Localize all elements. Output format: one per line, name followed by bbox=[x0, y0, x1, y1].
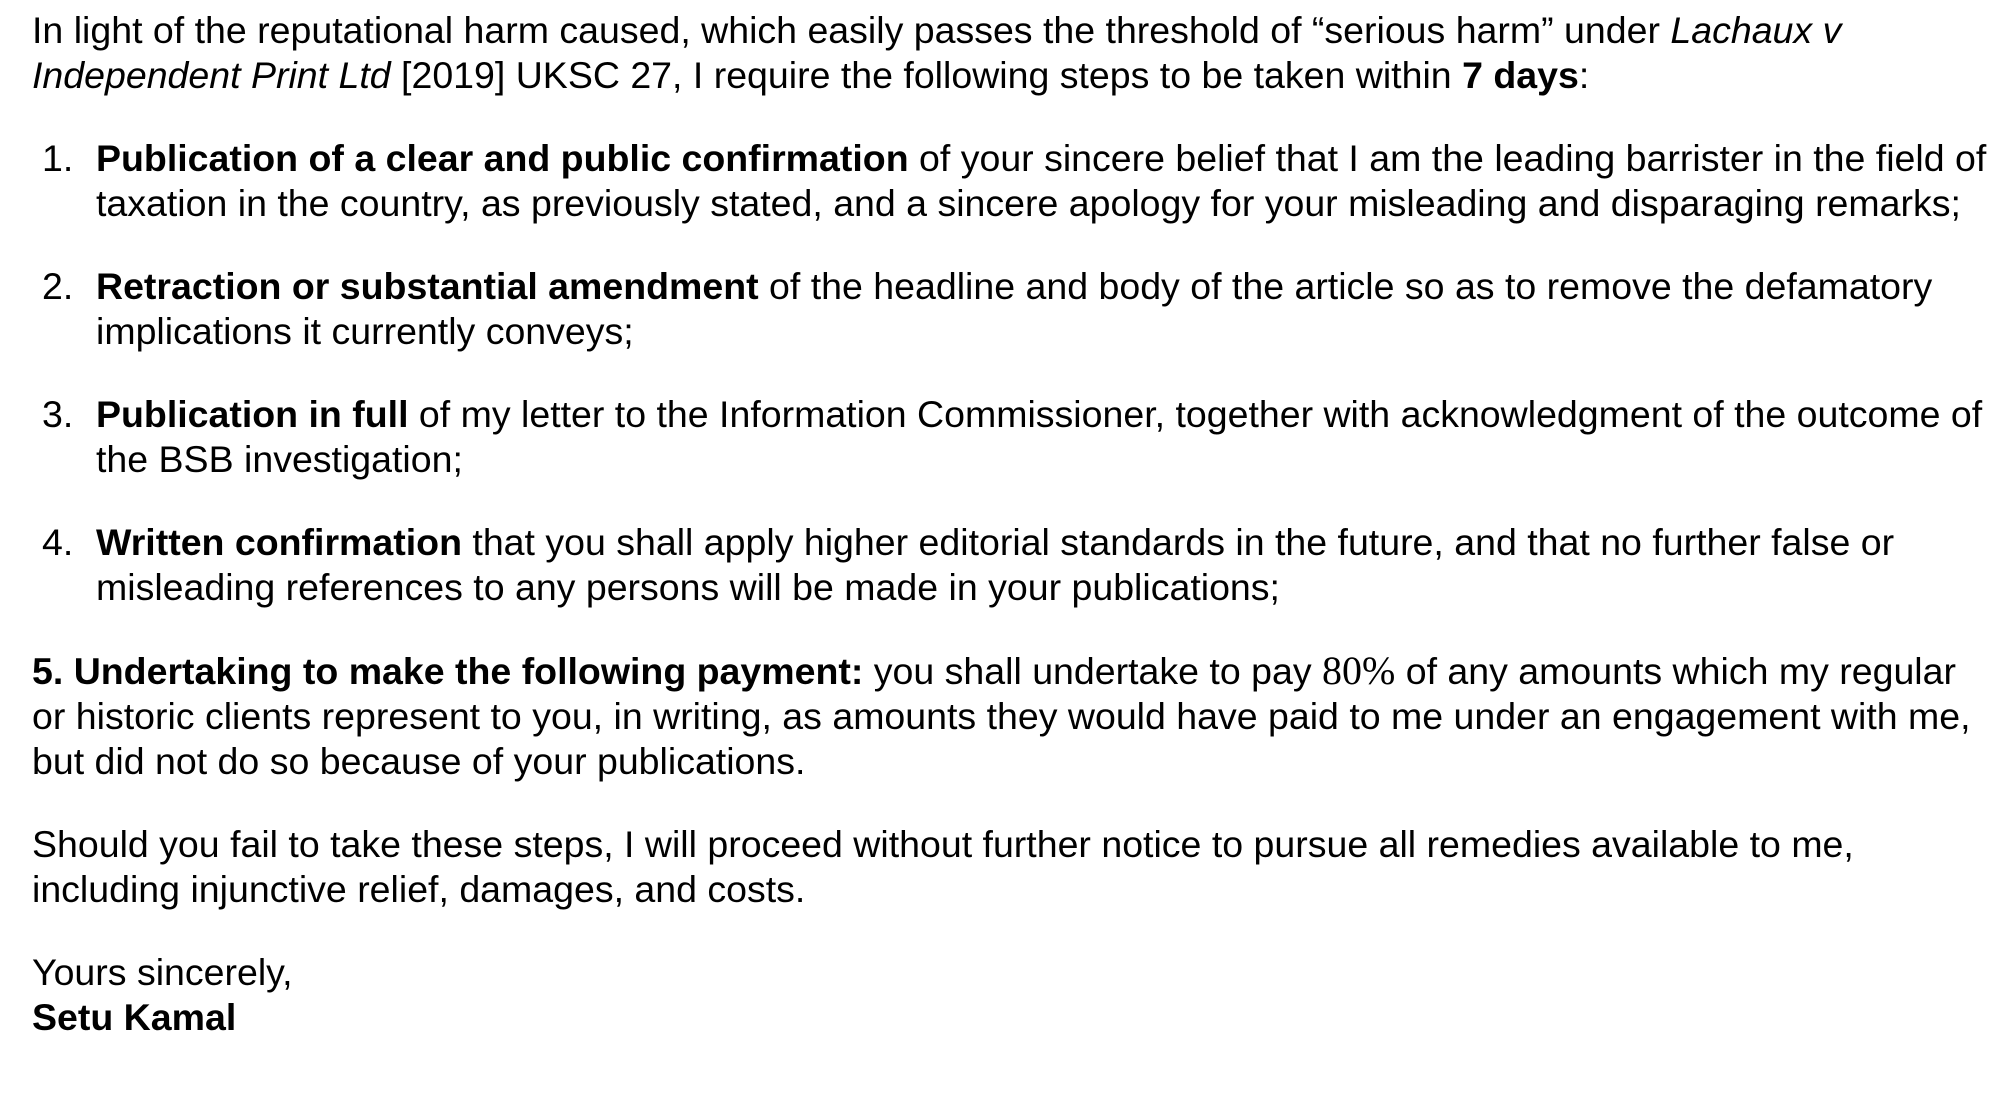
step-text: of the headline and body of the article so as to remove the defamatory implications it currently conveys; bbox=[96, 265, 1933, 352]
intro-text-2: [2019] UKSC 27, I require the following steps to be taken within bbox=[390, 54, 1463, 96]
deadline: 7 days bbox=[1462, 54, 1579, 96]
closing-salutation: Yours sincerely, bbox=[32, 951, 293, 993]
step-number: 3. bbox=[42, 393, 74, 435]
step-number: 2. bbox=[42, 265, 74, 307]
step-heading: Publication in full bbox=[96, 393, 409, 435]
step-item bbox=[32, 392, 1992, 482]
letter-body bbox=[32, 8, 1992, 1040]
signature-name: Setu Kamal bbox=[32, 996, 237, 1038]
payment-text-2: of any amounts which my regular or historic clients represent to you, in writing, as amounts they would have paid to me under an engagement with me, but did not do so because of your publications. bbox=[32, 650, 1971, 782]
step-number: 4. bbox=[42, 521, 74, 563]
step-heading: Retraction or substantial amendment bbox=[96, 265, 759, 307]
step-text: of your sincere belief that I am the leading barrister in the field of taxation in the country, as previously stated, and a sincere apology for your misleading and disparaging remarks; bbox=[96, 137, 1987, 224]
intro-text-3: : bbox=[1578, 54, 1590, 96]
payment-heading: 5. Undertaking to make the following payment: bbox=[32, 650, 864, 692]
payment-text-1: you shall undertake to pay bbox=[863, 650, 1322, 692]
steps-list bbox=[32, 136, 1992, 610]
payment-percentage: 80% bbox=[1321, 648, 1396, 693]
step-item bbox=[32, 520, 1992, 610]
step-number: 1. bbox=[42, 137, 74, 179]
step-text: of my letter to the Information Commissioner, together with acknowledgment of the outcome of the BSB investigation; bbox=[96, 393, 1983, 480]
step-item bbox=[32, 264, 1992, 354]
step-text: that you shall apply higher editorial standards in the future, and that no further false or misleading references to any persons will be made in your publications; bbox=[96, 521, 1895, 608]
step-item bbox=[32, 136, 1992, 226]
step-heading: Publication of a clear and public confirmation bbox=[96, 137, 909, 179]
intro-paragraph bbox=[32, 8, 1992, 98]
intro-text-1: In light of the reputational harm caused, which easily passes the threshold of “serious harm” under bbox=[32, 9, 1671, 51]
consequence-paragraph: Should you fail to take these steps, I will proceed without further notice to pursue all remedies available to me, including injunctive relief, damages, and costs. bbox=[32, 823, 1854, 910]
step-heading: Written confirmation bbox=[96, 521, 462, 563]
case-citation-name: Lachaux v Independent Print Ltd bbox=[32, 9, 1842, 96]
payment-undertaking-paragraph bbox=[32, 648, 1992, 784]
